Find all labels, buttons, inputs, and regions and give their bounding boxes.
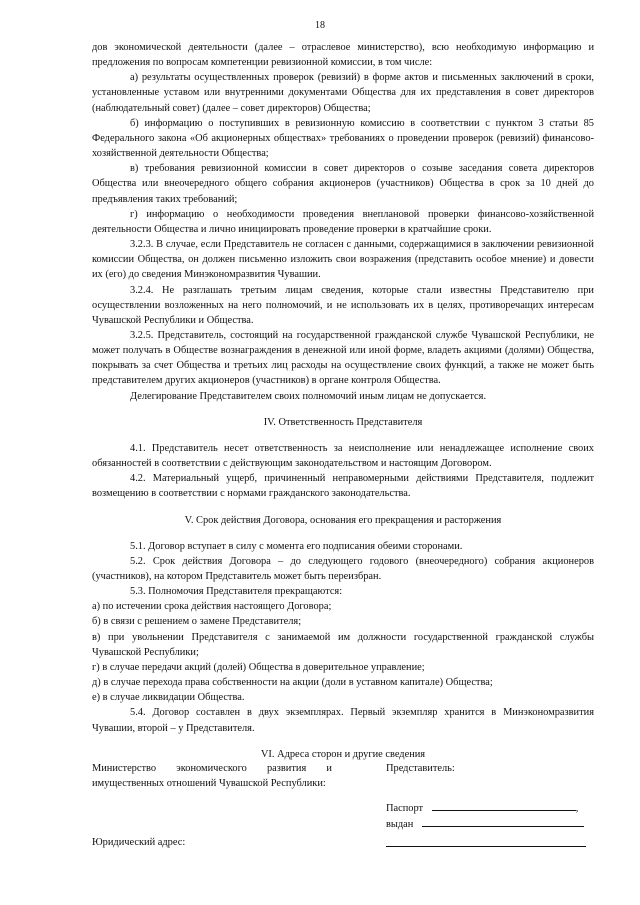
legal-address-label: Юридический адрес: — [92, 837, 186, 849]
issued-blank-line — [422, 816, 584, 827]
paragraph: 3.2.5. Представитель, состоящий на государственной гражданской службе Чувашской Республики, не может получать в Обществе вознаграждения в денежной или иной форме, владеть акциями (долями) Общества, покрывать за счет Общества и третьих лиц расходы на осуществление своих функций, а также не может быть представителем других акционеров (участников) в органе контроля Общества. — [92, 329, 594, 387]
representative-label: Представитель: — [386, 763, 455, 774]
document-body — [92, 40, 594, 773]
passport-label: Паспорт — [386, 803, 424, 815]
paragraph: 3.2.4. Не разглашать третьим лицам сведения, которые стали известны Представителю при осуществлении возложенных на него полномочий, и не использовать их в целях, противоречащих интересам Чувашской Республики и Общества. — [92, 284, 594, 326]
paragraph: б) информацию о поступивших в ревизионную комиссию в соответствии с пунктом 3 статьи 85 Федерального закона «Об акционерных обществах» требованиях о проведении проверок (ревизий) финансово-хозяйственной деятельности Общества; — [92, 117, 594, 160]
list-item: а) по истечении срока действия настоящего Договора; — [92, 601, 332, 613]
passport-blank-line — [432, 800, 576, 811]
paragraph: дов экономической деятельности (далее – отраслевое министерство), всю необходимую информацию и предложения по вопросам компетенции ревизионной комиссии, в том числе: — [92, 42, 594, 69]
section-heading: V. Срок действия Договора, основания его прекращения и расторжения — [184, 514, 502, 526]
list-item: д) в случае перехода права собственности на акции (доли в уставном капитале) Общества; — [92, 677, 493, 689]
passport-row — [386, 800, 596, 816]
paragraph: 5.1. Договор вступает в силу с момента его подписания обеими сторонами. — [130, 540, 463, 552]
list-item: б) в связи с решением о замене Представителя; — [92, 616, 302, 628]
paragraph: г) информацию о необходимости проведения внеплановой проверки финансово-хозяйственной деятельности Общества и лично инициировать проведение проверки в кратчайшие сроки. — [92, 208, 594, 235]
ministry-name: Министерство экономического развития и имущественных отношений Чувашской Республики: — [92, 763, 332, 790]
paragraph: Делегирование Представителем своих полномочий иным лицам не допускается. — [130, 390, 487, 402]
extra-row — [386, 836, 596, 852]
paragraph: 4.1. Представитель несет ответственность за неисполнение или ненадлежащее исполнение своих обязанностей в соответствии с действующим законодательством и настоящим Договором. — [92, 442, 594, 470]
paragraph: 5.2. Срок действия Договора – до следующего годового (внеочередного) собрания акционеров (участников), на котором Представитель может быть переизбран. — [92, 555, 594, 582]
issued-row — [386, 816, 596, 832]
section-heading: IV. Ответственность Представителя — [263, 416, 423, 428]
section-heading: VI. Адреса сторон и другие сведения — [260, 748, 426, 760]
paragraph: а) результаты осуществленных проверок (ревизий) в форме актов и письменных заключений в сроки, установленные уставом или внутренними документами Общества для их представления в совет директоров (наблюдательный совет) (далее – совет директоров) Общества; — [92, 72, 594, 114]
paragraph: 5.4. Договор составлен в двух экземплярах. Первый экземпляр хранится в Минэкономразвития Чувашии, второй – у Представителя. — [92, 707, 594, 734]
list-item: е) в случае ликвидации Общества. — [92, 692, 245, 704]
ministry-party — [92, 761, 332, 850]
representative-party — [386, 761, 596, 853]
extra-blank-line — [386, 836, 586, 847]
paragraph: 3.2.3. В случае, если Представитель не согласен с данными, содержащимися в заключении ревизионной комиссии Общества, он должен письменно изложить свои возражения (представить особое мнение) и довести их (его) до сведения Минэкономразвития Чувашии. — [92, 239, 594, 281]
paragraph: 4.2. Материальный ущерб, причиненный неправомерными действиями Представителя, подлежит возмещению в соответствии с нормами гражданского законодательства. — [92, 473, 594, 500]
paragraph: 5.3. Полномочия Представителя прекращаются: — [130, 586, 343, 598]
list-item: г) в случае передачи акций (долей) Общества в доверительное управление; — [92, 661, 425, 673]
issued-label: выдан — [386, 819, 414, 831]
passport-comma: , — [575, 803, 579, 815]
paragraph: в) требования ревизионной комиссии в совет директоров о созыве заседания совета директоров Общества или внеочередного общего собрания акционеров (участников) Общества в срок за 10 дней до предъявления таких требований; — [92, 163, 594, 205]
list-item: в) при увольнении Представителя с занимаемой им должности государственной гражданской службы Чувашской Республики; — [92, 631, 594, 658]
page-number: 18 — [315, 20, 325, 31]
